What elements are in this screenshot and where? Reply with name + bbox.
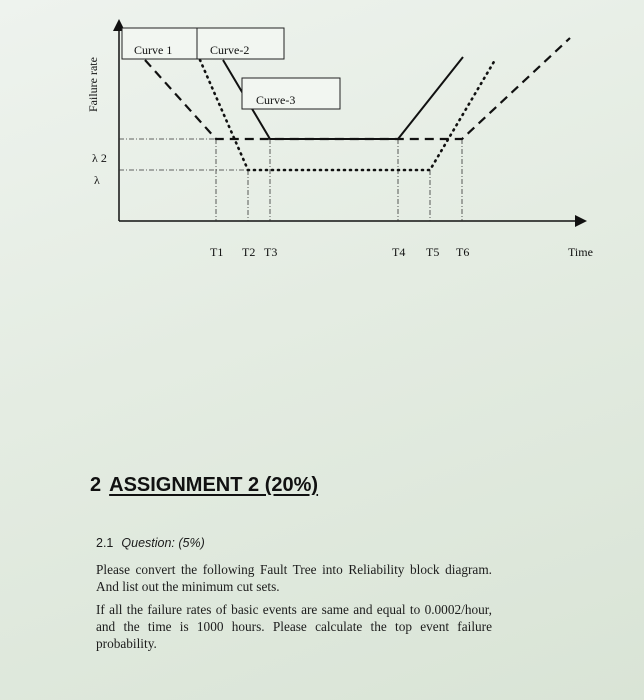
tick-t4: T4 xyxy=(392,245,406,259)
y-axis-label: Failure rate xyxy=(86,57,100,112)
question-paragraph-2: If all the failure rates of basic events are same and equal to 0.0002/hour, and the time is 1000 hours. Please calculate the top event failure probability. xyxy=(96,602,492,651)
section-number: 2 xyxy=(90,474,102,496)
question-number: 2.1 xyxy=(96,536,114,550)
legend-curve-3: Curve-3 xyxy=(256,93,296,107)
tick-t1: T1 xyxy=(210,245,224,259)
legend xyxy=(122,28,340,109)
legend-curve-1: Curve 1 xyxy=(134,43,173,57)
x-axis-label: Time xyxy=(568,245,593,259)
question-label: Question: (5%) xyxy=(121,536,205,550)
section-title: ASSIGNMENT 2 (20%) xyxy=(109,474,319,496)
tick-t3: T3 xyxy=(264,245,278,259)
question-paragraph-1: Please convert the following Fault Tree into Reliability block diagram. And list out the minimum cut sets. xyxy=(96,562,492,594)
legend-curve-2: Curve-2 xyxy=(210,43,250,57)
lambda-2-label: λ 2 xyxy=(92,151,107,165)
bathtub-curve-diagram xyxy=(0,0,644,280)
section-heading xyxy=(90,474,318,497)
curve-2-line xyxy=(200,60,495,170)
tick-t2: T2 xyxy=(242,245,256,259)
tick-t6: T6 xyxy=(456,245,470,259)
question-heading xyxy=(96,536,205,550)
lambda-label: λ xyxy=(94,173,100,187)
guide-lines xyxy=(119,139,462,221)
tick-t5: T5 xyxy=(426,245,440,259)
